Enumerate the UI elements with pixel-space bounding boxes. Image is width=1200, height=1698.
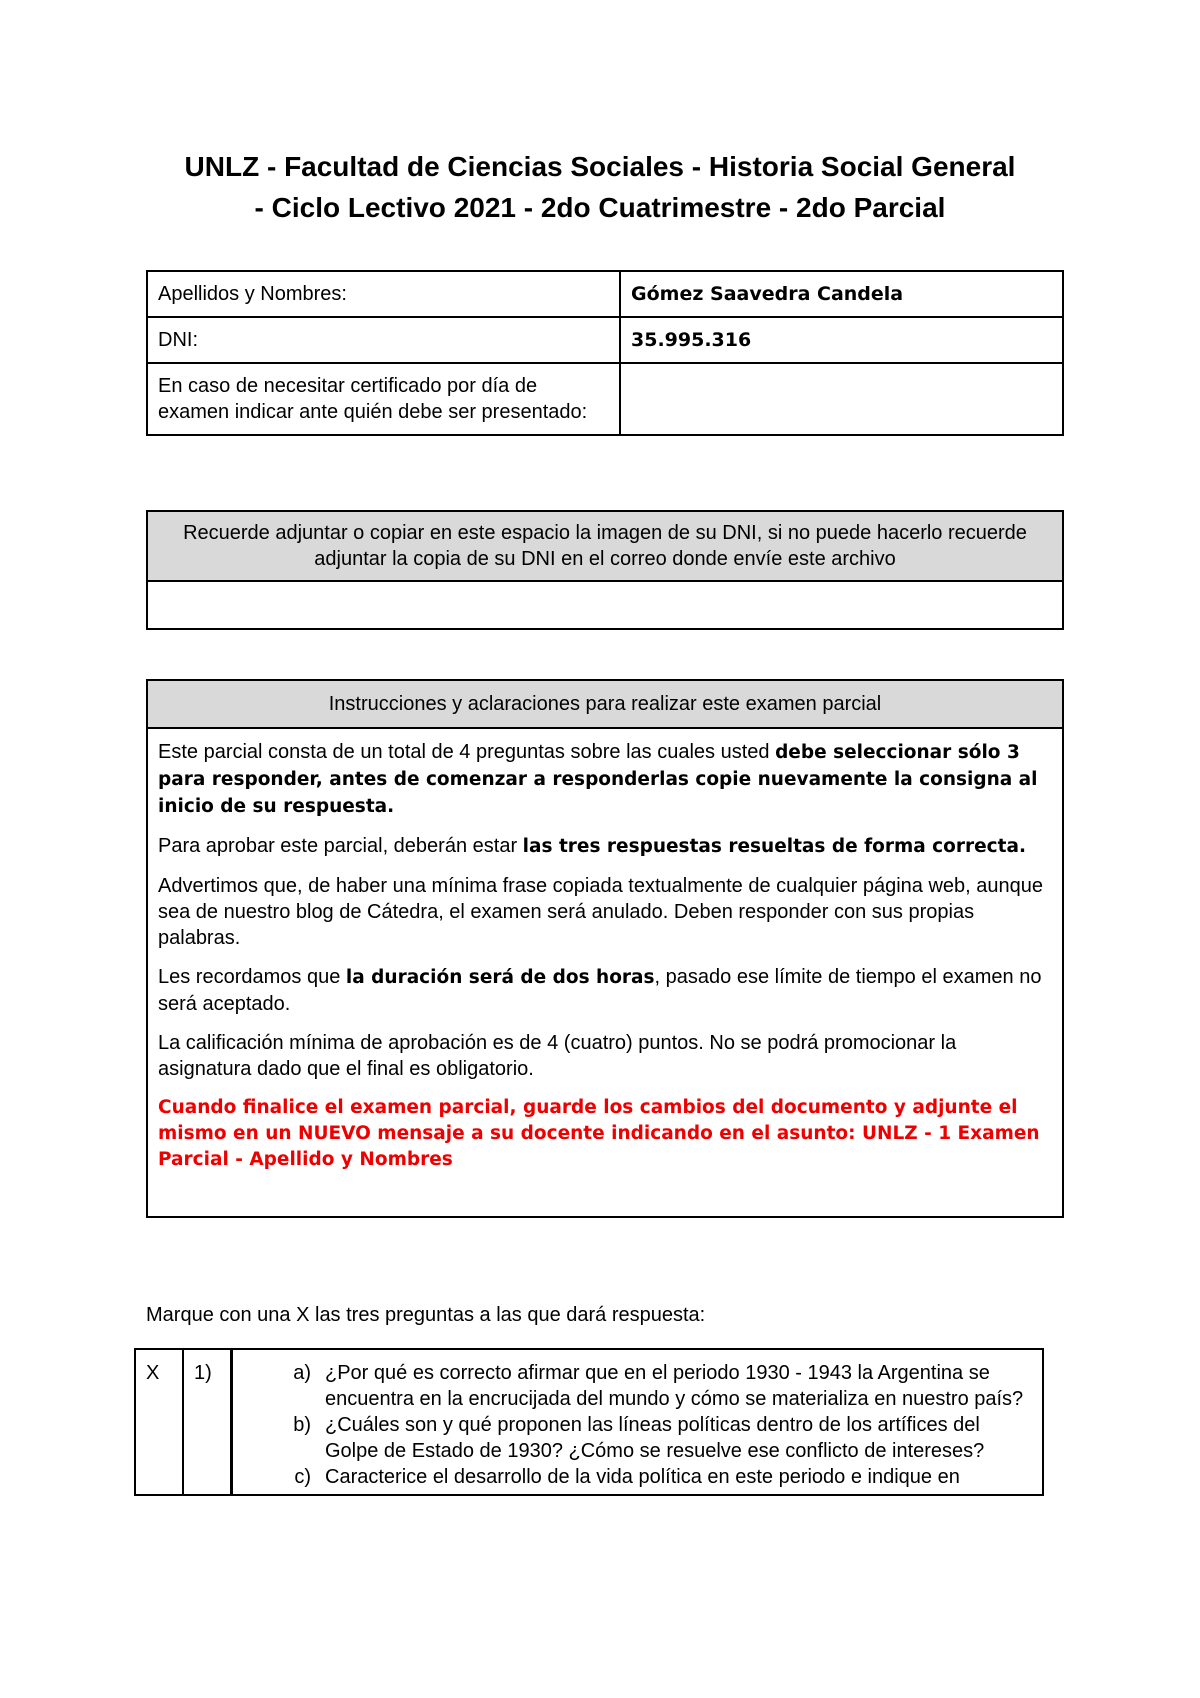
certificate-row xyxy=(147,363,1063,435)
name-row xyxy=(147,271,1063,317)
name-label: Apellidos y Nombres: xyxy=(147,271,620,317)
name-value[interactable]: Gómez Saavedra Candela xyxy=(620,271,1063,317)
question-item-c: c) Caracterice el desarrollo de la vida política en este periodo e indique en xyxy=(294,1466,960,1488)
title-line-1: UNLZ - Facultad de Ciencias Sociales - Historia Social General xyxy=(184,151,1016,182)
instruction-paragraph-5: La calificación mínima de aprobación es de 4 (cuatro) puntos. No se podrá promocionar la asignatura dado que el final es obligatorio. xyxy=(158,1032,957,1080)
question-row xyxy=(135,1349,1043,1495)
student-info-table xyxy=(146,270,1064,436)
question-number: 1) xyxy=(183,1349,232,1495)
dni-label: DNI: xyxy=(147,317,620,363)
instruction-paragraph-2: Para aprobar este parcial, deberán estar las tres respuestas resueltas de forma correcta. xyxy=(158,835,1026,857)
certificate-value[interactable] xyxy=(620,363,1063,435)
title-line-2: - Ciclo Lectivo 2021 - 2do Cuatrimestre - 2do Parcial xyxy=(254,192,946,223)
instructions-header: Instrucciones y aclaraciones para realizar este examen parcial xyxy=(147,680,1063,728)
dni-image-area[interactable] xyxy=(147,581,1063,629)
dni-row xyxy=(147,317,1063,363)
instruction-paragraph-1: Este parcial consta de un total de 4 preguntas sobre las cuales usted debe seleccionar sólo 3 para responder, antes de comenzar a responderlas copie nuevamente la consigna al inicio de su respuesta. xyxy=(158,741,1038,817)
instructions-box xyxy=(146,679,1064,1218)
instruction-paragraph-4: Les recordamos que la duración será de dos horas, pasado ese límite de tiempo el examen no será aceptado. xyxy=(158,966,1042,1015)
dni-value[interactable]: 35.995.316 xyxy=(620,317,1063,363)
question-item-b: b) ¿Cuáles son y qué proponen las líneas políticas dentro de los artífices del Golpe de Estado de 1930? ¿Cómo se resuelve ese conflicto de intereses? xyxy=(293,1414,985,1462)
dni-reminder-text: Recuerde adjuntar o copiar en este espacio la imagen de su DNI, si no puede hacerlo recuerde adjuntar la copia de su DNI en el correo donde envíe este archivo xyxy=(147,511,1063,581)
selection-instruction: Marque con una X las tres preguntas a las que dará respuesta: xyxy=(146,1304,706,1326)
dni-attachment-box xyxy=(146,510,1064,630)
instruction-paragraph-3: Advertimos que, de haber una mínima frase copiada textualmente de cualquier página web, aunque sea de nuestro blog de Cátedra, el examen será anulado. Deben responder con sus propias palabras. xyxy=(158,875,1044,949)
question-item-a: a) ¿Por qué es correcto afirmar que en el periodo 1930 - 1943 la Argentina se encuentra en la encrucijada del mundo y cómo se materializa en nuestro país? xyxy=(293,1362,1024,1410)
page-title xyxy=(140,146,1060,228)
instructions-body xyxy=(147,728,1063,1217)
question-selection-table xyxy=(134,1348,1044,1496)
certificate-label: En caso de necesitar certificado por día de examen indicar ante quién debe ser presentado: xyxy=(147,363,620,435)
submission-warning: Cuando finalice el examen parcial, guarde los cambios del documento y adjunte el mismo en un NUEVO mensaje a su docente indicando en el asunto: UNLZ - 1 Examen Parcial - Apellido y Nombres xyxy=(158,1097,1040,1170)
question-items xyxy=(232,1349,1044,1495)
selection-mark[interactable]: X xyxy=(135,1349,183,1495)
